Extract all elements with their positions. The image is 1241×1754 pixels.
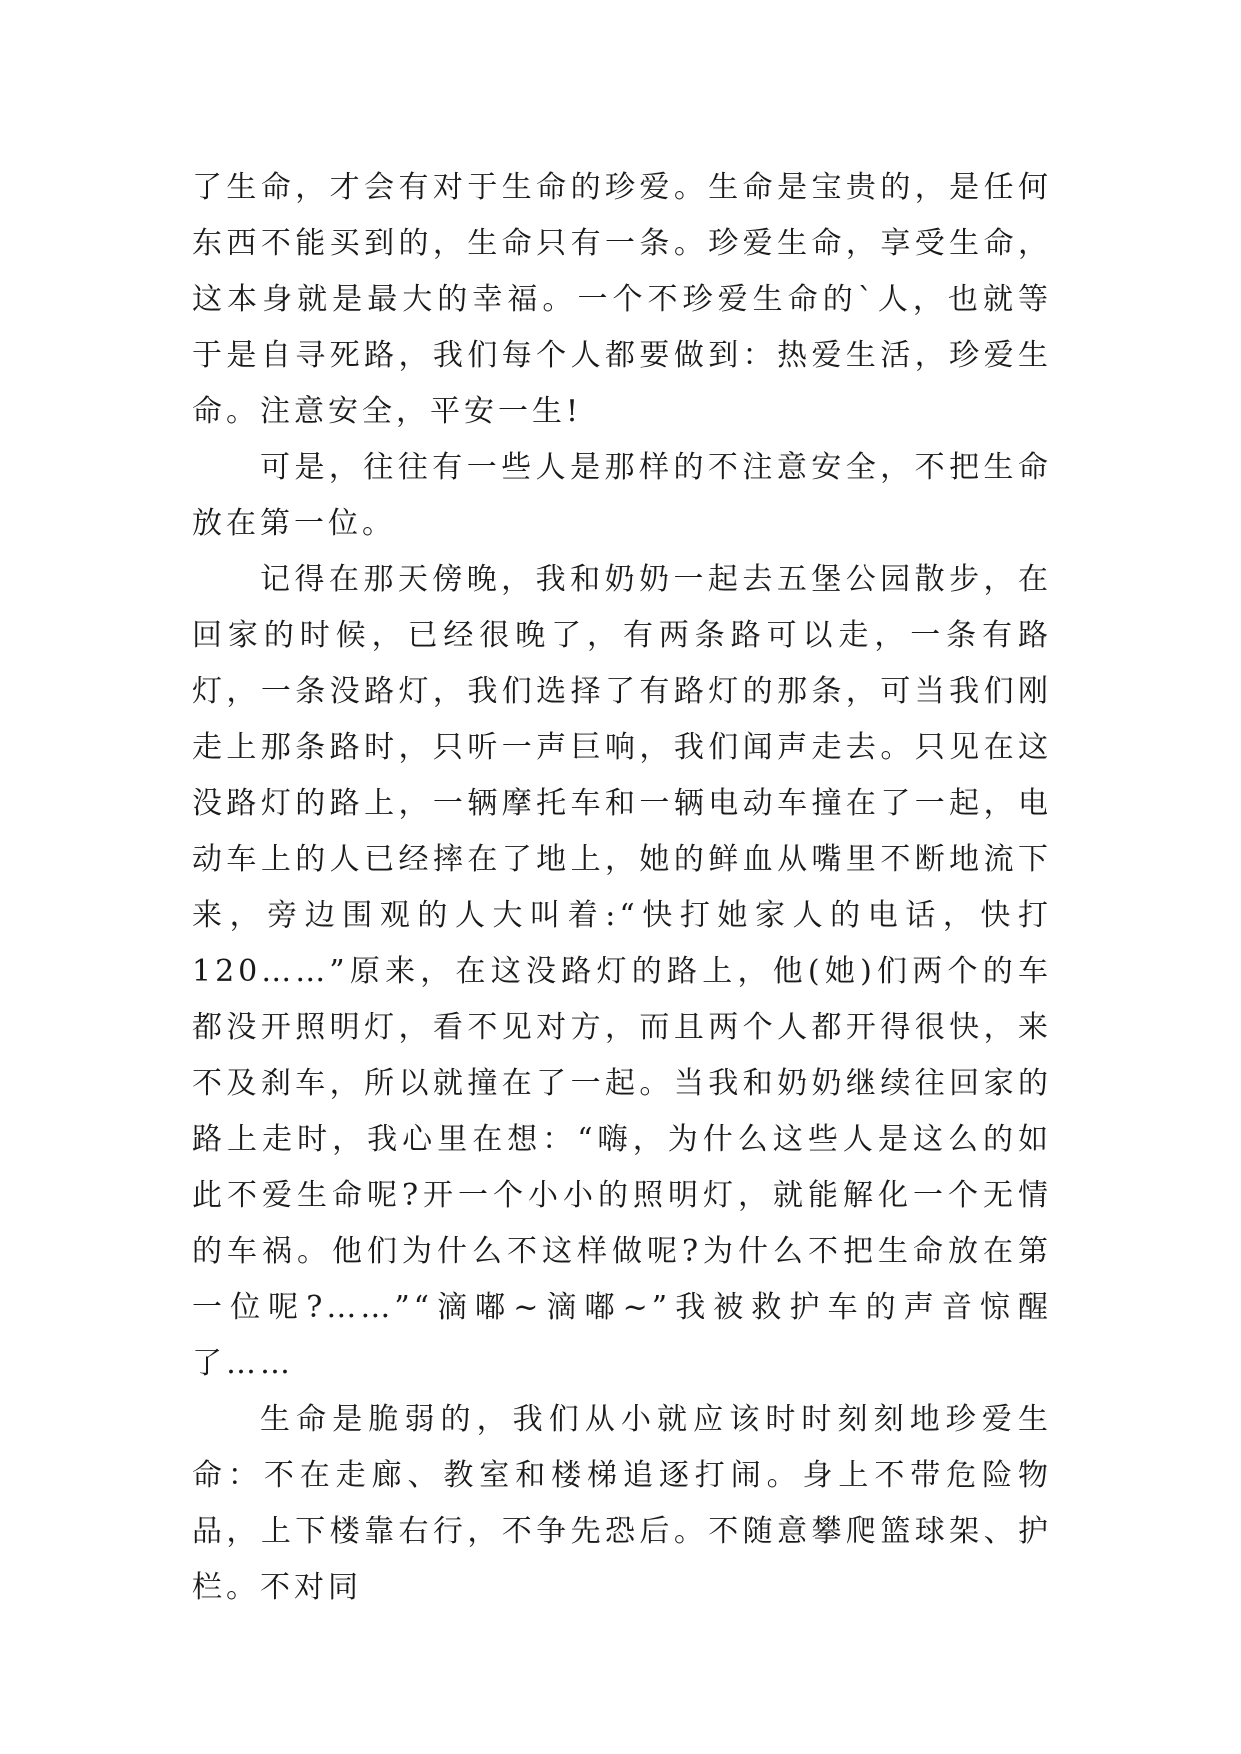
paragraph-3: 记得在那天傍晚，我和奶奶一起去五堡公园散步，在回家的时候，已经很晚了，有两条路可以走，一条有路灯，一条没路灯，我们选择了有路灯的那条，可当我们刚走上那条路时，只听一声巨响，我们闻声走去。只见在这没路灯的路上，一辆摩托车和一辆电动车撞在了一起，电动车上的人已经摔在了地上，她的鲜血从嘴里不断地流下来，旁边围观的人大叫着:“快打她家人的电话，快打 120……”原来，在这没路灯的路上，他(她)们两个的车都没开照明灯，看不见对方，而且两个人都开得很快，来不及刹车，所以就撞在了一起。当我和奶奶继续往回家的路上走时，我心里在想：“嗨，为什么这些人是这么的如此不爱生命呢?开一个小小的照明灯，就能解化一个无情的车祸。他们为什么不这样做呢?为什么不把生命放在第一位呢?……”“滴嘟~滴嘟~”我被救护车的声音惊醒了…… (192, 562, 1052, 1381)
document-body (192, 160, 1052, 1616)
paragraph-4: 生命是脆弱的，我们从小就应该时时刻刻地珍爱生命：不在走廊、教室和楼梯追逐打闹。身上不带危险物品，上下楼靠右行，不争先恐后。不随意攀爬篮球架、护栏。不对同 (192, 1402, 1052, 1605)
paragraph-2: 可是，往往有一些人是那样的不注意安全，不把生命放在第一位。 (192, 450, 1052, 541)
paragraph-1: 了生命，才会有对于生命的珍爱。生命是宝贵的，是任何东西不能买到的，生命只有一条。珍爱生命，享受生命，这本身就是最大的幸福。一个不珍爱生命的`人，也就等于是自寻死路，我们每个人都要做到：热爱生活，珍爱生命。注意安全，平安一生! (192, 170, 1052, 429)
